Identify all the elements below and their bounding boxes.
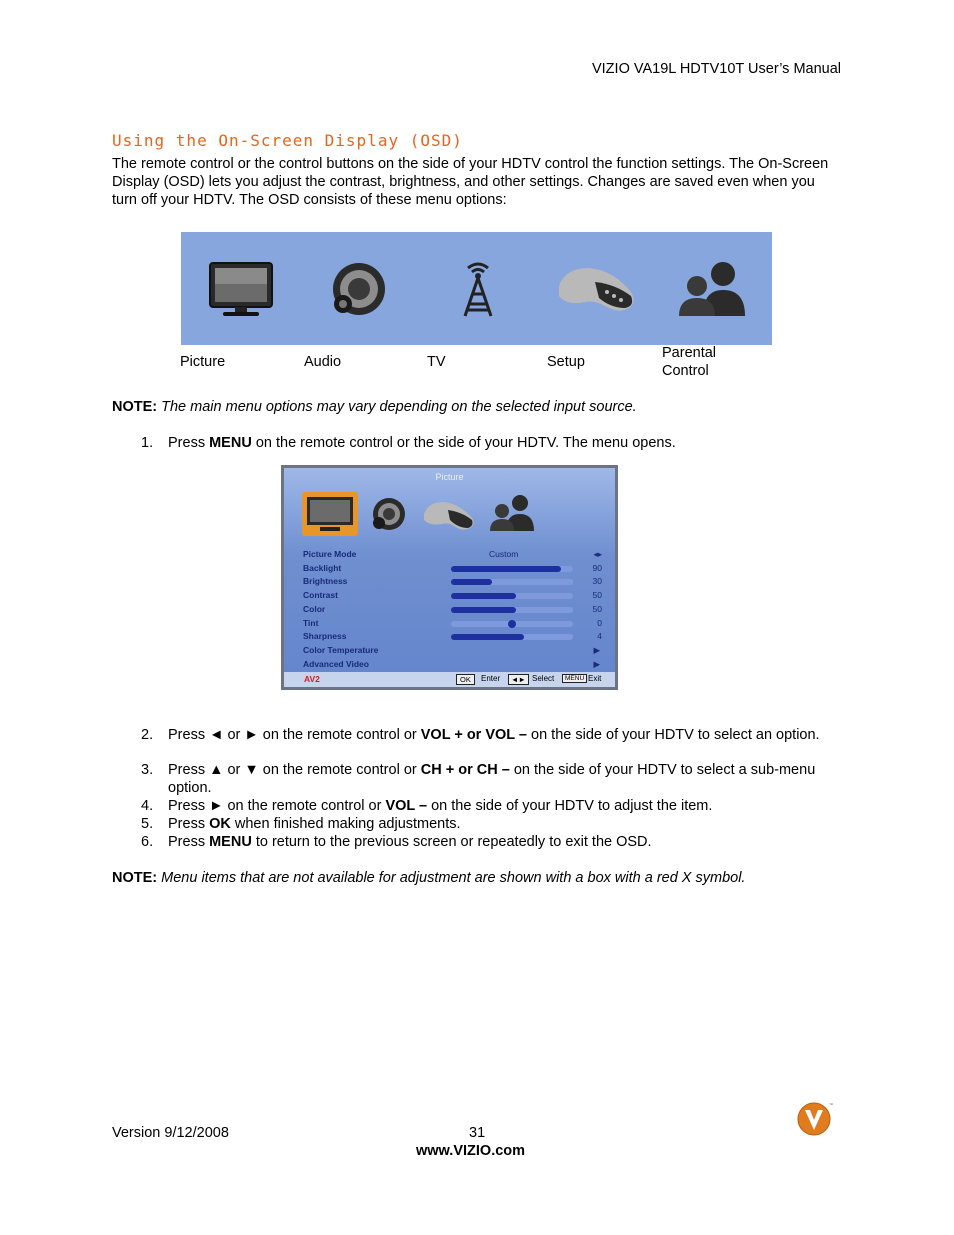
osd-setting-value: 90 [592,562,602,573]
osd-audio-icon [370,496,406,532]
osd-ok-button[interactable]: OK [456,674,475,685]
note-unavailable-items [112,869,745,887]
menu-label-parental-line1: Parental [662,345,717,361]
osd-setting-label[interactable]: Tint [303,617,319,628]
osd-select-arrows-icon: ◄► [508,674,529,685]
menu-label-audio: Audio [304,354,342,370]
svg-text:™: ™ [829,1102,833,1107]
osd-menu-bar [181,232,772,345]
intro-paragraph: The remote control or the control buttons on the side of your HDTV control the function settings. The On-Screen Display (OSD) lets you adjust the contrast, brightness, and other settings. Changes are saved even when you turn off your HDTV. The OSD consists of these menu options: [112,156,829,208]
osd-picture-icon [302,492,358,536]
osd-setting-label[interactable]: Picture Mode [303,549,357,559]
osd-enter-label: Enter [481,674,501,683]
section-title: Using the On-Screen Display (OSD) [112,131,463,150]
osd-setting-value: ▶ [593,644,600,655]
osd-menu-button[interactable]: MENU [562,674,587,683]
menu-label-parental [662,344,716,380]
osd-setting-label[interactable]: Advanced Video [303,658,369,669]
osd-setting-value: 50 [592,603,602,614]
osd-setting-label[interactable]: Color Temperature [303,644,379,655]
osd-setting-value: 30 [592,576,602,587]
osd-slider[interactable] [451,566,573,572]
vizio-v-logo-icon [797,1100,835,1138]
menu-label-picture: Picture [180,354,226,370]
osd-input-source: AV2 [304,674,320,684]
osd-setting-label[interactable]: Brightness [303,576,348,587]
people-icon [675,260,749,318]
menu-label-tv: TV [427,354,446,370]
osd-setup-icon [422,498,478,532]
osd-title: Picture [435,472,464,482]
osd-setting-value: Custom [489,549,519,559]
note-text: The main menu options may vary depending on the selected input source. [161,399,637,415]
antenna-tower-icon [453,260,503,318]
osd-setting-value: 0 [597,617,602,628]
osd-setting-label[interactable]: Sharpness [303,631,347,642]
step-text: Press MENU on the remote control or the side of your HDTV. The menu opens. [168,435,676,451]
osd-screenshot [281,465,618,690]
osd-slider-fill [508,620,516,628]
osd-slider-fill [451,579,492,585]
osd-slider[interactable] [451,607,573,613]
osd-slider-fill [451,566,561,572]
osd-setting-value: 50 [592,590,602,601]
osd-setting-value: ▶ [593,658,600,669]
osd-select-label: Select [532,674,555,683]
note-input-source [112,398,637,416]
osd-slider[interactable] [451,593,573,599]
footer-version: Version 9/12/2008 [112,1125,229,1141]
speaker-icon [327,260,389,318]
osd-slider[interactable] [451,634,573,640]
osd-slider[interactable] [451,579,573,585]
remote-control-icon [555,262,639,316]
manual-header: VIZIO VA19L HDTV10T User’s Manual [591,61,841,77]
note-text: Menu items that are not available for adjustment are shown with a box with a red X symbol. [161,870,746,886]
osd-parental-icon [488,494,536,532]
footer-url[interactable]: www.VIZIO.com [416,1143,526,1159]
footer-page-number: 31 [469,1125,486,1141]
step-number: 1. [141,435,154,451]
osd-setting-value: 4 [597,631,602,642]
osd-setting-label[interactable]: Contrast [303,590,338,601]
osd-slider-fill [451,593,516,599]
osd-setting-label[interactable]: Backlight [303,562,342,573]
tv-monitor-icon [207,260,275,318]
osd-slider-fill [451,634,524,640]
osd-footer [284,672,615,687]
note-prefix: NOTE: [112,870,158,886]
osd-setting-label[interactable]: Color [303,603,326,614]
osd-exit-label: Exit [588,674,602,683]
menu-label-parental-line2: Control [662,363,709,379]
osd-slider[interactable] [451,621,573,627]
note-prefix: NOTE: [112,399,158,415]
osd-left-right-arrows-icon: ◂▸ [593,549,602,559]
menu-label-setup: Setup [547,354,585,370]
osd-slider-fill [451,607,516,613]
